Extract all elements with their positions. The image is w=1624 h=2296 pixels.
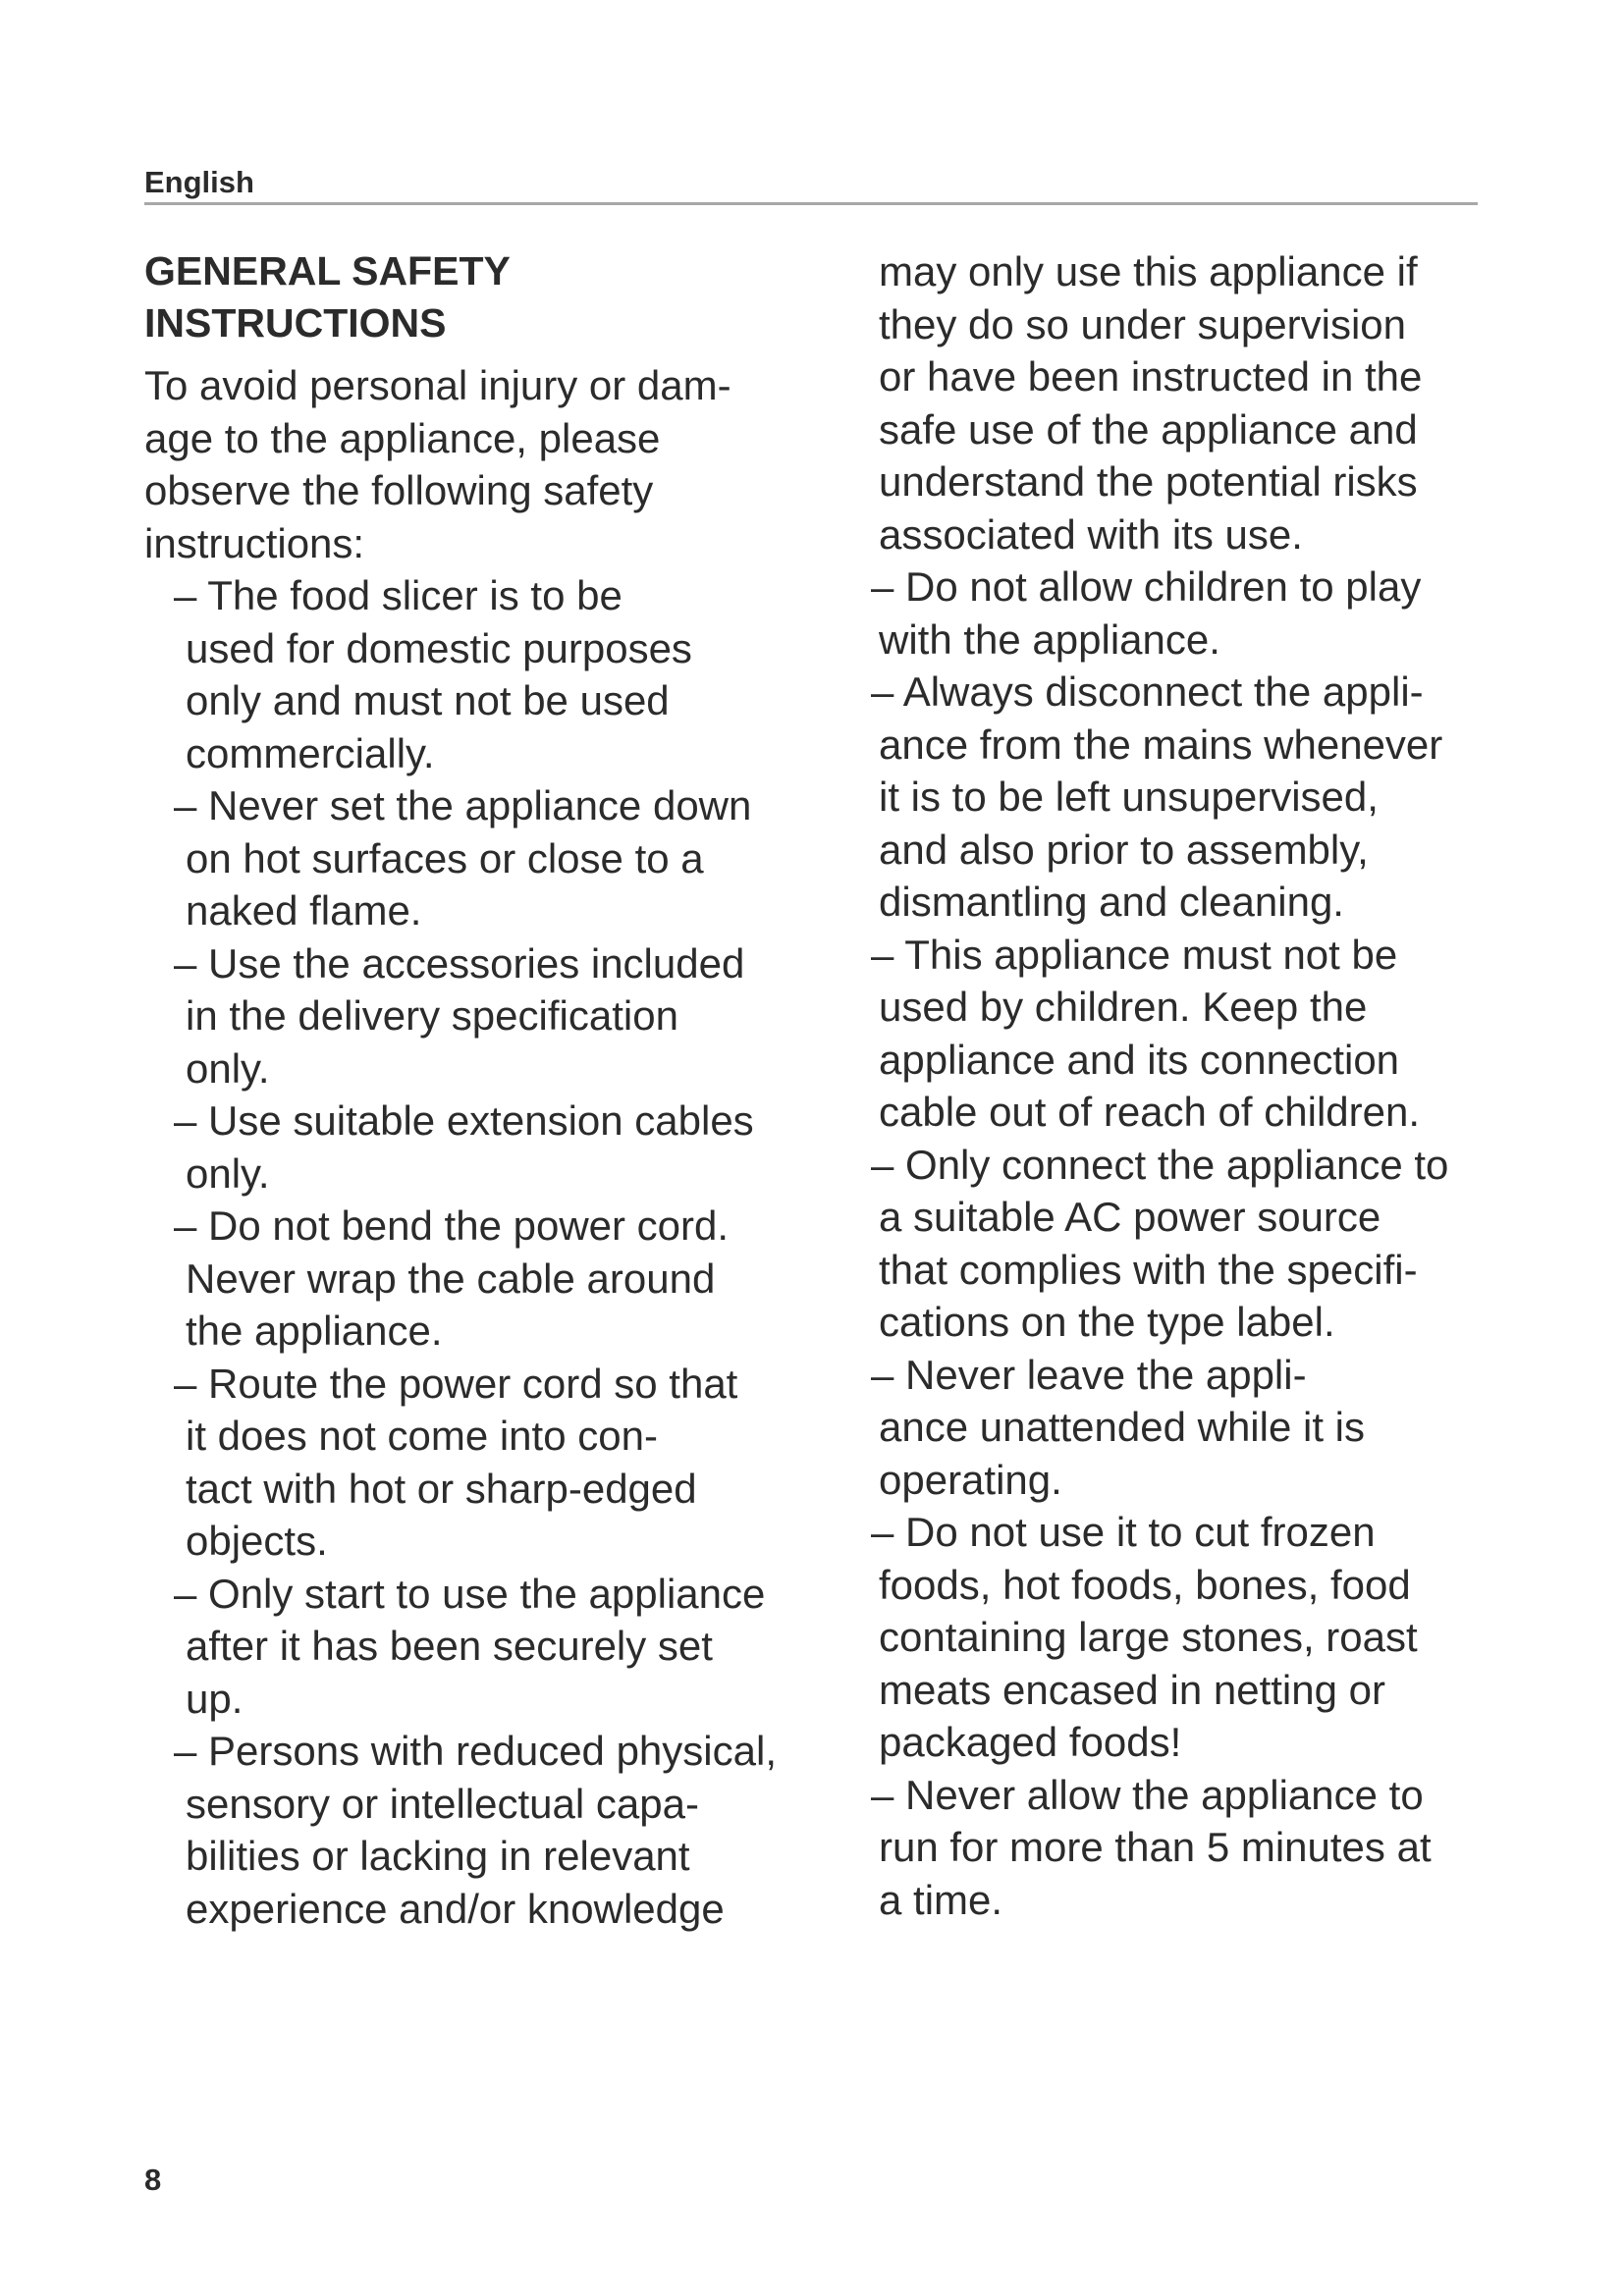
- intro-paragraph: [144, 359, 832, 569]
- safety-item-line: objects.: [186, 1518, 328, 1564]
- safety-item-line: – Use the accessories included: [174, 939, 745, 987]
- safety-item-line: used by children. Keep the: [879, 984, 1368, 1030]
- safety-item: [871, 561, 1507, 666]
- safety-item-line: – Only start to use the appliance: [174, 1570, 766, 1617]
- safety-item-line: with the appliance.: [879, 615, 1220, 663]
- safety-item-line: cable out of reach of children.: [879, 1089, 1421, 1135]
- header-language-label: English: [144, 165, 254, 199]
- safety-item-line: – Never set the appliance down: [174, 782, 752, 828]
- safety-item-line: – Only connect the appliance to: [871, 1141, 1449, 1188]
- continuation-line: may only use this appliance if: [879, 248, 1418, 294]
- section-title-line: GENERAL SAFETY: [144, 248, 511, 294]
- continuation-line: or have been instructed in the: [879, 353, 1423, 400]
- safety-item-line: ance unattended while it is: [879, 1404, 1365, 1450]
- safety-item-line: ance from the mains whenever: [879, 721, 1443, 768]
- safety-item-line: naked flame.: [186, 887, 422, 934]
- safety-item: [144, 1725, 832, 1935]
- safety-item-line: it is to be left unsupervised,: [879, 774, 1379, 820]
- safety-item-line: operating.: [879, 1456, 1062, 1503]
- safety-item-line: after it has been securely set: [186, 1623, 713, 1669]
- safety-item-line: commercially.: [186, 729, 435, 776]
- continuation-line: understand the potential risks: [879, 458, 1418, 505]
- safety-item-line: cations on the type label.: [879, 1299, 1335, 1345]
- safety-item: [144, 569, 832, 779]
- safety-item: [144, 1095, 832, 1200]
- intro-line: age to the appliance, please: [144, 414, 661, 461]
- intro-line: To avoid personal injury or dam-: [144, 362, 731, 408]
- left-safety-list: [144, 569, 832, 1935]
- safety-item-line: that complies with the specifi-: [879, 1246, 1418, 1293]
- safety-item-line: only and must not be used: [186, 677, 670, 723]
- safety-item-line: and also prior to assembly,: [879, 826, 1369, 873]
- safety-item-line: – Do not use it to cut frozen: [871, 1509, 1376, 1555]
- continuation-paragraph: [879, 245, 1507, 561]
- intro-line: instructions:: [144, 519, 365, 566]
- safety-item: [871, 666, 1507, 929]
- safety-item-line: a suitable AC power source: [879, 1194, 1381, 1240]
- safety-item: [871, 1506, 1507, 1769]
- safety-item-line: – The food slicer is to be: [174, 572, 623, 618]
- safety-item-line: – Do not allow children to play: [871, 563, 1422, 610]
- safety-item-line: up.: [186, 1675, 244, 1722]
- safety-item: [871, 1349, 1507, 1507]
- safety-item-line: in the delivery specification: [186, 992, 678, 1039]
- safety-item-line: run for more than 5 minutes at: [879, 1824, 1432, 1870]
- safety-item-line: tact with hot or sharp-edged: [186, 1465, 697, 1512]
- safety-item-line: it does not come into con-: [186, 1413, 658, 1459]
- right-column: [871, 245, 1507, 1926]
- safety-item-line: – Always disconnect the appli-: [871, 668, 1424, 715]
- safety-item-line: bilities or lacking in relevant: [186, 1833, 690, 1879]
- safety-item-line: a time.: [879, 1876, 1003, 1923]
- continuation-line: associated with its use.: [879, 510, 1303, 558]
- safety-item-line: appliance and its connection: [879, 1036, 1400, 1083]
- safety-item-line: – This appliance must not be: [871, 931, 1398, 978]
- section-title-line: INSTRUCTIONS: [144, 300, 447, 346]
- safety-item-line: used for domestic purposes: [186, 624, 692, 671]
- safety-item: [871, 929, 1507, 1139]
- safety-item-line: – Use suitable extension cables: [174, 1097, 754, 1144]
- safety-item: [144, 779, 832, 937]
- section-title: [144, 245, 832, 349]
- safety-item-line: foods, hot foods, bones, food: [879, 1561, 1411, 1608]
- safety-item-line: dismantling and cleaning.: [879, 879, 1344, 925]
- safety-item-line: meats encased in netting or: [879, 1666, 1385, 1713]
- safety-item: [871, 1139, 1507, 1349]
- safety-item-line: experience and/or knowledge: [186, 1885, 725, 1932]
- left-column: [144, 245, 832, 1935]
- safety-item-line: containing large stones, roast: [879, 1614, 1418, 1660]
- safety-item: [144, 1200, 832, 1358]
- safety-item-line: – Never allow the appliance to: [871, 1771, 1424, 1818]
- safety-item-line: – Persons with reduced physical,: [174, 1728, 777, 1774]
- continuation-line: safe use of the appliance and: [879, 405, 1418, 453]
- safety-item: [144, 1568, 832, 1726]
- safety-item-line: – Do not bend the power cord.: [174, 1202, 730, 1249]
- safety-item: [871, 1769, 1507, 1927]
- safety-item-line: – Never leave the appli-: [871, 1351, 1307, 1398]
- safety-item-line: the appliance.: [186, 1308, 443, 1354]
- header-divider: [144, 202, 1478, 205]
- safety-item-line: on hot surfaces or close to a: [186, 834, 704, 881]
- safety-item-line: Never wrap the cable around: [186, 1255, 716, 1302]
- continuation-line: they do so under supervision: [879, 300, 1406, 347]
- safety-item: [144, 937, 832, 1095]
- safety-item-line: – Route the power cord so that: [174, 1360, 738, 1407]
- safety-item-line: only.: [186, 1044, 270, 1092]
- safety-item: [144, 1358, 832, 1568]
- safety-item-line: packaged foods!: [879, 1719, 1182, 1765]
- intro-line: observe the following safety: [144, 467, 654, 513]
- safety-item-line: sensory or intellectual capa-: [186, 1780, 699, 1827]
- safety-item-line: only.: [186, 1149, 270, 1197]
- page-number: 8: [144, 2163, 162, 2197]
